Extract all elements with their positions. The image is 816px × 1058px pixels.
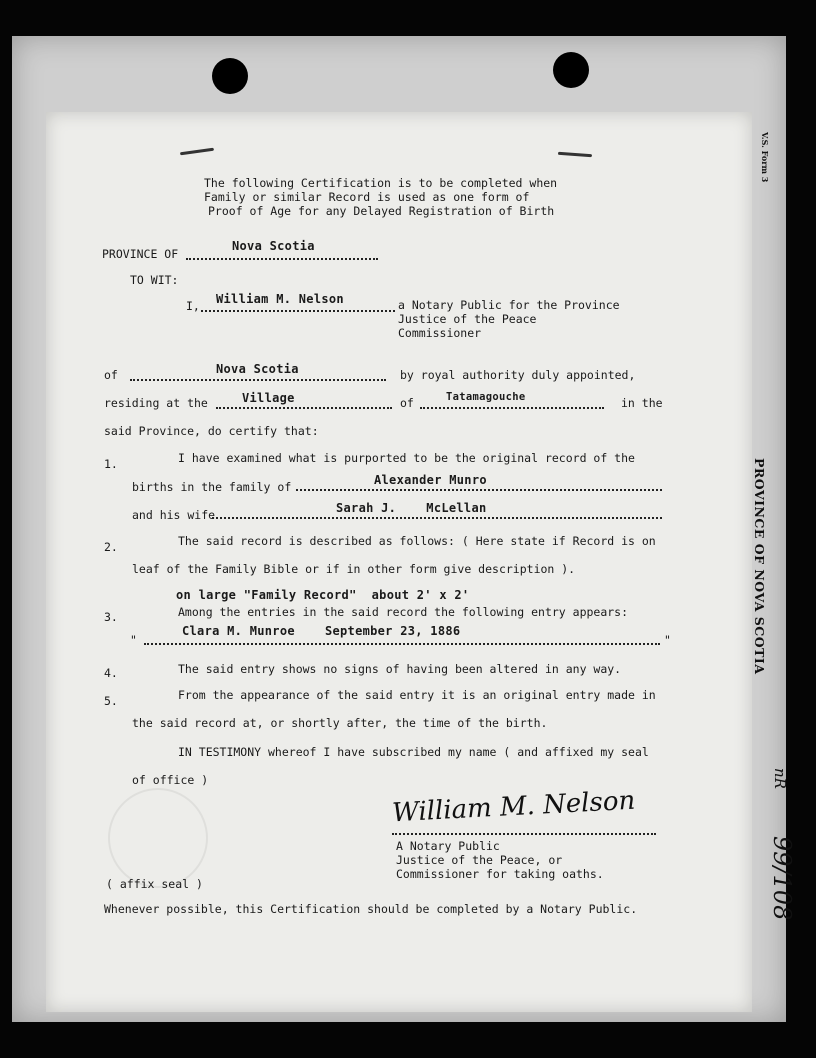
- of-value: Nova Scotia: [216, 362, 299, 376]
- notary-title-3: Commissioner: [398, 326, 482, 340]
- item-5-text-2: the said record at, or shortly after, the time of the birth.: [132, 716, 548, 730]
- of-label: of: [104, 368, 118, 382]
- form-code: V.S. Form 3: [760, 132, 770, 183]
- sig-caption-2: Justice of the Peace, or: [396, 853, 563, 867]
- to-wit-label: TO WIT:: [130, 273, 179, 287]
- i-label: I,: [186, 299, 200, 313]
- certification-form: [46, 112, 752, 1012]
- staple-right: [558, 152, 592, 157]
- testimony-text-1: IN TESTIMONY whereof I have subscribed my name ( and affixed my seal: [178, 745, 649, 759]
- header-line-3: Proof of Age for any Delayed Registration of Birth: [208, 204, 555, 218]
- entry-quote-close: ": [664, 633, 671, 647]
- side-province-label: PROVINCE OF NOVA SCOTIA: [752, 458, 767, 675]
- signature-line: [392, 833, 656, 835]
- of2-label: of: [400, 396, 414, 410]
- said-province: said Province, do certify that:: [104, 424, 319, 438]
- mother-name: Sarah J. McLellan: [336, 501, 487, 515]
- item-2-text-2: leaf of the Family Bible or if in other form give description ).: [132, 562, 576, 576]
- item-2-number: 2.: [104, 540, 118, 554]
- item-3-text: Among the entries in the said record the following entry appears:: [178, 605, 629, 619]
- affix-seal-label: ( affix seal ): [106, 877, 203, 891]
- town-line: [420, 407, 604, 409]
- punch-hole-right: [553, 52, 589, 88]
- wife-label: and his wife: [132, 508, 216, 522]
- mother-line: [212, 517, 662, 519]
- province-value: Nova Scotia: [232, 239, 315, 253]
- residing-line: [216, 407, 392, 409]
- footer-note: Whenever possible, this Certification should be completed by a Notary Public.: [104, 902, 638, 916]
- birth-entry: Clara M. Munroe September 23, 1886: [182, 624, 461, 638]
- item-5-text: From the appearance of the said entry it is an original entry made in: [178, 688, 656, 702]
- residing-value: Village: [242, 391, 295, 405]
- testimony-text-2: of office ): [132, 773, 209, 787]
- item-3-number: 3.: [104, 610, 118, 624]
- province-label: PROVINCE OF: [102, 247, 179, 261]
- sig-caption-1: A Notary Public: [396, 839, 500, 853]
- of-line: [130, 379, 386, 381]
- header-line-2: Family or similar Record is used as one form of: [204, 190, 530, 204]
- item-2-text: The said record is described as follows: ( Here state if Record is on: [178, 534, 656, 548]
- name-line: [201, 310, 395, 312]
- header-line-1: The following Certification is to be completed when: [204, 176, 558, 190]
- item-5-number: 5.: [104, 694, 118, 708]
- handwritten-number: 99/108: [768, 836, 796, 921]
- residing-label: residing at the: [104, 396, 208, 410]
- births-label: births in the family of: [132, 480, 292, 494]
- father-line: [296, 489, 662, 491]
- record-description: on large "Family Record" about 2' x 2': [176, 588, 470, 602]
- punch-hole-left: [212, 58, 248, 94]
- in-the-label: in the: [621, 396, 663, 410]
- handwritten-initials: nR: [771, 768, 789, 789]
- notary-title-2: Justice of the Peace: [398, 312, 537, 326]
- province-line: [186, 258, 378, 260]
- staple-left: [180, 148, 214, 156]
- father-name: Alexander Munro: [374, 473, 487, 487]
- notary-title-1: a Notary Public for the Province: [398, 298, 620, 312]
- notary-signature: William M. Nelson: [391, 785, 636, 829]
- sig-caption-3: Commissioner for taking oaths.: [396, 867, 604, 881]
- item-4-number: 4.: [104, 666, 118, 680]
- town-value: Tatamagouche: [446, 391, 526, 403]
- embossed-seal: [108, 788, 208, 888]
- authority-text: by royal authority duly appointed,: [400, 368, 636, 382]
- entry-quote-open: ": [130, 633, 137, 647]
- item-1-text: I have examined what is purported to be the original record of the: [178, 451, 635, 465]
- notary-name: William M. Nelson: [216, 292, 344, 306]
- item-1-number: 1.: [104, 457, 118, 471]
- entry-line: [144, 643, 660, 645]
- item-4-text: The said entry shows no signs of having been altered in any way.: [178, 662, 622, 676]
